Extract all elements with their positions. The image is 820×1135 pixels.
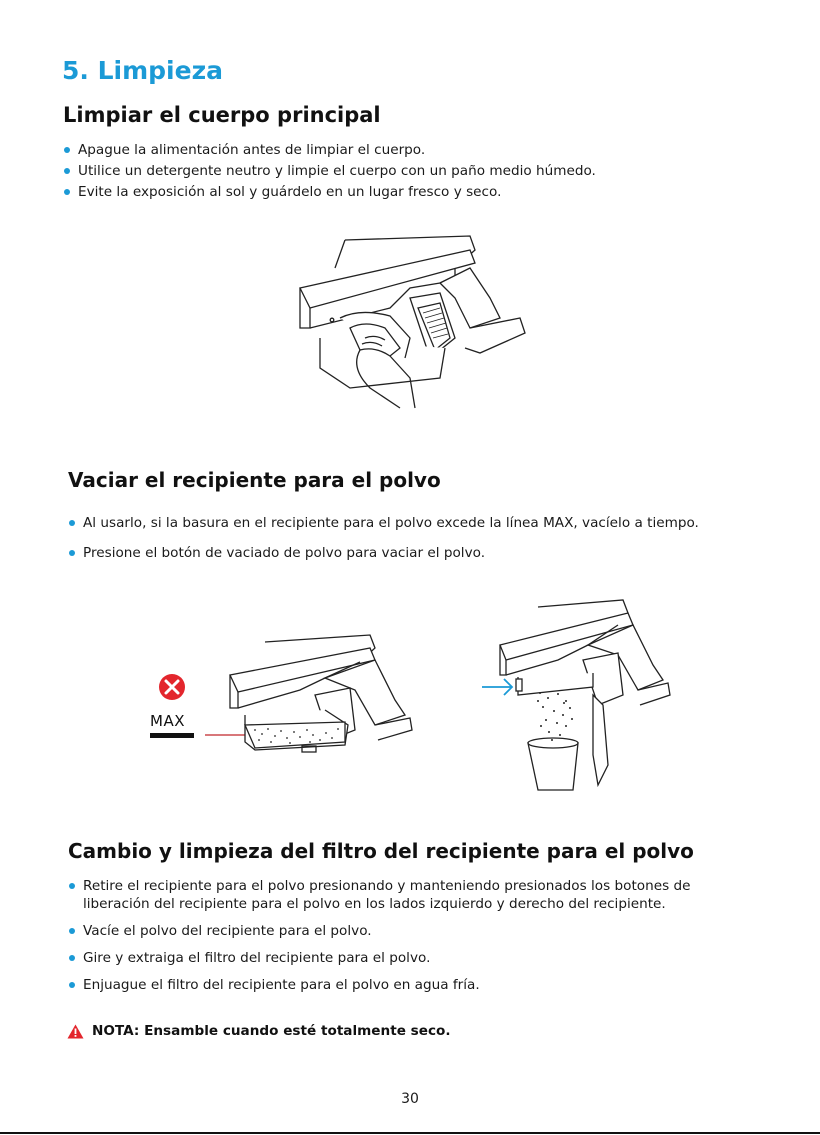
note-text: NOTA: Ensamble cuando esté totalmente seco. <box>92 1023 451 1039</box>
heading-clean-main-body: Limpiar el cuerpo principal <box>63 103 381 127</box>
list-filter-cleaning <box>67 877 757 1003</box>
list-item: Enjuague el filtro del recipiente para el polvo en agua fría. <box>67 976 757 994</box>
max-underline <box>150 733 194 738</box>
list-item: Al usarlo, si la basura en el recipiente para el polvo excede la línea MAX, vacíelo a tiempo. <box>67 514 747 532</box>
list-item: Retire el recipiente para el polvo presionando y manteniendo presionados los botones de liberación del recipiente para el polvo en los lados izquierdo y derecho del recipiente. <box>67 877 757 913</box>
heading-filter-cleaning: Cambio y limpieza del filtro del recipiente para el polvo <box>68 839 694 863</box>
page-title: 5. Limpieza <box>62 56 223 85</box>
list-item: Evite la exposición al sol y guárdelo en un lugar fresco y seco. <box>62 183 752 201</box>
list-item: Vacíe el polvo del recipiente para el polvo. <box>67 922 757 940</box>
list-clean-main-body <box>62 141 752 204</box>
warning-triangle-icon <box>67 1024 84 1039</box>
list-item: Utilice un detergente neutro y limpie el cuerpo con un paño medio húmedo. <box>62 162 752 180</box>
max-label: MAX <box>150 712 185 730</box>
list-item: Gire y extraiga el filtro del recipiente para el polvo. <box>67 949 757 967</box>
illustration-wiping-body <box>290 228 530 413</box>
arrow-right-icon <box>482 679 512 695</box>
illustration-emptying-dust <box>478 595 678 800</box>
illustration-dust-over-max <box>150 630 420 765</box>
note <box>67 1023 451 1039</box>
heading-empty-dust-bin: Vaciar el recipiente para el polvo <box>68 468 441 492</box>
list-item: Apague la alimentación antes de limpiar el cuerpo. <box>62 141 752 159</box>
bottom-divider <box>0 1132 820 1134</box>
list-item: Presione el botón de vaciado de polvo para vaciar el polvo. <box>67 544 747 562</box>
page-number: 30 <box>401 1091 419 1107</box>
list-empty-dust-bin <box>67 514 747 574</box>
